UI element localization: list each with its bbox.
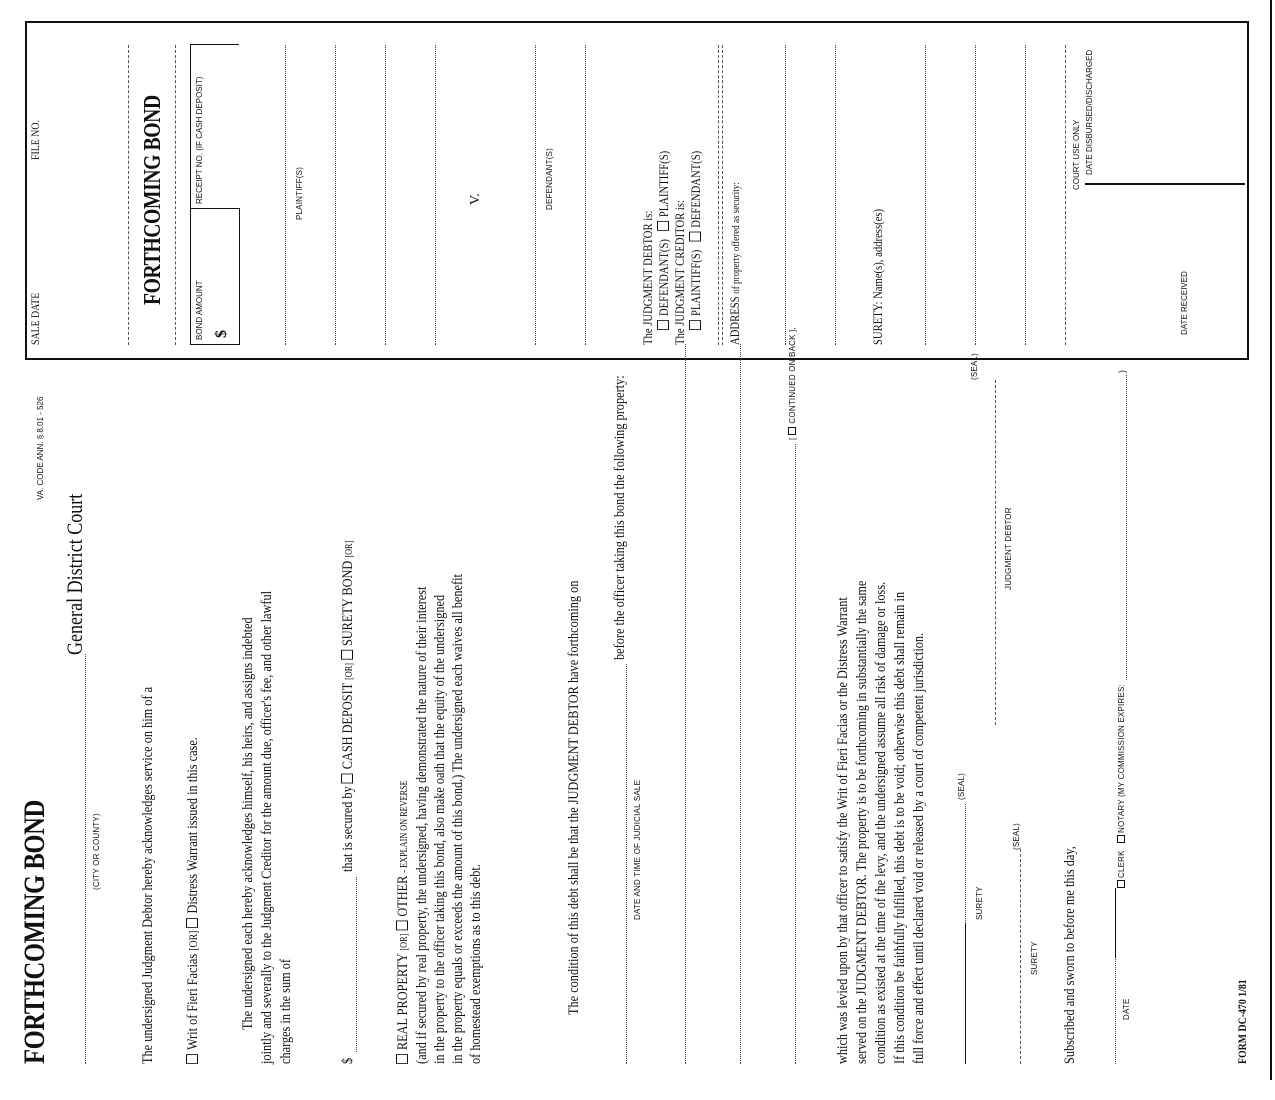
address-line-1[interactable] [785, 45, 786, 345]
creditor-plaintiffs-checkbox[interactable] [689, 320, 701, 330]
debtor-defendants-checkbox[interactable] [657, 320, 669, 330]
address-label: ADDRESS of property offered as security: [727, 182, 742, 345]
surety-1-signature-line[interactable] [965, 924, 966, 1064]
date-received-field[interactable] [1140, 190, 1230, 340]
real-property-line-2: in the property to the officer taking this bond, also make oath that the equity of the undersigned [432, 594, 448, 1064]
defendant-line-2[interactable] [585, 45, 586, 345]
commission-expires-field[interactable] [1126, 375, 1127, 680]
plaintiffs-label: PLAINTIFF(S) [295, 166, 304, 220]
dollar-sign: $ [340, 1057, 356, 1064]
court-use-rule [1065, 45, 1066, 345]
writ-options-row: Writ of Fieri Facias [OR] Distress Warrant issued in this case. [185, 665, 202, 1064]
debtor-plaintiffs-checkbox[interactable] [657, 221, 669, 231]
indebted-line-3: charges in the sum of [278, 959, 294, 1064]
date-disbursed-field[interactable] [1100, 30, 1230, 180]
address-line-2[interactable] [835, 45, 836, 345]
address-rule-1 [718, 45, 719, 345]
continued-on-back-checkbox[interactable] [788, 427, 796, 435]
surety-bond-checkbox[interactable] [341, 650, 353, 660]
versus-label: V. [468, 193, 483, 205]
bond-sum-field[interactable] [356, 877, 357, 1052]
plaintiff-line-1[interactable] [285, 45, 286, 345]
distress-warrant-checkbox[interactable] [186, 918, 198, 928]
sworn-date-field[interactable] [1115, 959, 1116, 1064]
form-number: FORM DC-470 1/81 [1235, 979, 1249, 1064]
stub-title: FORTHCOMING BOND [140, 95, 166, 305]
plaintiff-line-4[interactable] [435, 45, 436, 345]
judgment-debtor-is: The JUDGMENT DEBTOR is: [640, 210, 655, 345]
surety-2-signature-line[interactable] [1020, 849, 1021, 1064]
defendants-label: DEFENDANT(S) [545, 148, 554, 210]
levied-line-4: If this condition be faithfully fulfilled, this debt is to be void; otherwise this debt shall remain in [892, 591, 908, 1064]
real-property-row: REAL PROPERTY [OR] OTHER - EXPLAIN ON REVERSE [395, 718, 412, 1064]
writ-fieri-facias-checkbox[interactable] [186, 1054, 198, 1064]
continued-on-back: [CONTINUED ON BACK ], [788, 327, 797, 440]
defendant-line-1[interactable] [535, 45, 536, 345]
real-property-line-3: in the property equals or exceeds the amount of this bond.) The undersigned each waives all benefit [450, 574, 466, 1064]
city-county-field[interactable] [85, 654, 86, 1064]
property-line-1[interactable] [685, 344, 686, 1064]
sale-date-label: SALE DATE [28, 292, 42, 345]
creditor-options-row: PLAINTIFF(S) DEFENDANT(S) [688, 111, 704, 330]
stub-title-rule-bottom [175, 45, 176, 345]
judgment-debtor-signature-line[interactable] [995, 380, 996, 725]
judgment-debtor-seal: (SEAL) [970, 353, 979, 380]
date-received-label: DATE RECEIVED [1180, 271, 1189, 335]
city-county-label: (CITY OR COUNTY) [92, 813, 101, 890]
surety-line-1[interactable] [925, 45, 926, 345]
judicial-sale-date-label: DATE AND TIME OF JUDICIAL SALE [633, 779, 642, 920]
plaintiff-line-3[interactable] [385, 45, 386, 345]
indebted-line-2: jointly and severally to the Judgment Creditor for the amount due, officer's fee, and other lawful [259, 590, 275, 1064]
subscribed-text: Subscribed and sworn to before me this day, [1062, 846, 1078, 1064]
acknowledge-text: The undersigned Judgment Debtor hereby acknowledges service on him of a [140, 686, 156, 1064]
judicial-sale-date-field[interactable] [626, 664, 627, 1064]
surety-names-label: SURETY: Name(s), address(es) [870, 208, 885, 345]
surety-1-signature-dots [965, 804, 966, 924]
surety-2-seal: (SEAL) [1012, 823, 1021, 850]
property-line-2[interactable] [740, 344, 741, 1064]
date-disbursed-label: DATE DISBURSED/DISCHARGED [1085, 49, 1094, 175]
plaintiff-line-2[interactable] [335, 45, 336, 345]
bond-amount-box[interactable] [190, 208, 240, 345]
levied-line-1: which was levied upon by that officer to satisfy the Writ of Fieri Facias or the Distress Warrant [835, 597, 851, 1064]
stub-title-rule-top [128, 45, 129, 345]
bond-amount-label: BOND AMOUNT [195, 280, 204, 340]
clerk-signature-line[interactable] [1115, 888, 1116, 958]
file-no-label: FILE NO. [28, 120, 42, 160]
real-property-line-4: of homestead exemptions as to this debt. [468, 864, 484, 1064]
page-edge-rule [1270, 0, 1272, 1080]
address-rule-2 [722, 45, 723, 345]
other-checkbox[interactable] [396, 921, 408, 931]
levied-line-5: full force and effect until declared void or released by a court of competent jurisdiction. [911, 632, 927, 1064]
creditor-defendants-checkbox[interactable] [689, 232, 701, 242]
condition-text: The condition of this debt shall be that the JUDGMENT DEBTOR have forthcoming on [566, 580, 582, 1015]
clerk-option: CLERK NOTARY (MY COMMISSION EXPIRES: [1117, 684, 1126, 888]
surety-line-2[interactable] [975, 45, 976, 345]
notary-checkbox[interactable] [1117, 835, 1125, 843]
property-line-3[interactable] [795, 444, 796, 1064]
levied-line-2: served on the JUDGMENT DEBTOR. The property is to be forthcoming in substantially the same [854, 580, 870, 1064]
before-officer-text: before the officer taking this bond the following property: [612, 375, 628, 660]
surety-line-3[interactable] [1025, 45, 1026, 345]
court-use-divider [1085, 183, 1245, 185]
clerk-checkbox[interactable] [1117, 880, 1125, 888]
receipt-box[interactable] [190, 44, 239, 210]
debtor-options-row: DEFENDANT(S) PLAINTIFF(S) [656, 111, 672, 330]
notary-close: ) [1117, 369, 1127, 373]
code-citation: VA. CODE ANN. § 8.01 - 526 [36, 396, 45, 500]
real-property-checkbox[interactable] [396, 1054, 408, 1064]
court-use-only-label: COURT USE ONLY [1072, 119, 1081, 190]
judgment-debtor-label: JUDGMENT DEBTOR [1004, 507, 1013, 590]
cash-deposit-checkbox[interactable] [341, 773, 353, 783]
secured-by-row: that is secured by CASH DEPOSIT [OR] SURETY BOND [OR] [340, 540, 356, 872]
sworn-date-label: DATE [1122, 998, 1131, 1020]
indebted-line-1: The undersigned each hereby acknowledges himself, his heirs, and assigns indebted [240, 617, 256, 1030]
bond-amount-dollar: $ [213, 330, 230, 338]
surety-2-label: SURETY [1030, 941, 1039, 975]
court-name: General District Court [62, 493, 87, 655]
surety-1-label: SURETY [975, 886, 984, 920]
receipt-label: RECEIPT NO. (IF CASH DEPOSIT) [195, 76, 204, 204]
levied-line-3: condition as existed at the time of the levy, and the undersigned assume all risk of damage or loss. [873, 581, 889, 1064]
amount-row [340, 1057, 357, 1065]
surety-1-seal: (SEAL) [957, 773, 966, 800]
form-title: FORTHCOMING BOND [18, 800, 51, 1064]
real-property-line-1: (and if secured by real property, the undersigned, having demonstrated the nature of their interest [414, 586, 430, 1064]
judgment-creditor-is: The JUDGMENT CREDITOR is: [672, 200, 687, 345]
